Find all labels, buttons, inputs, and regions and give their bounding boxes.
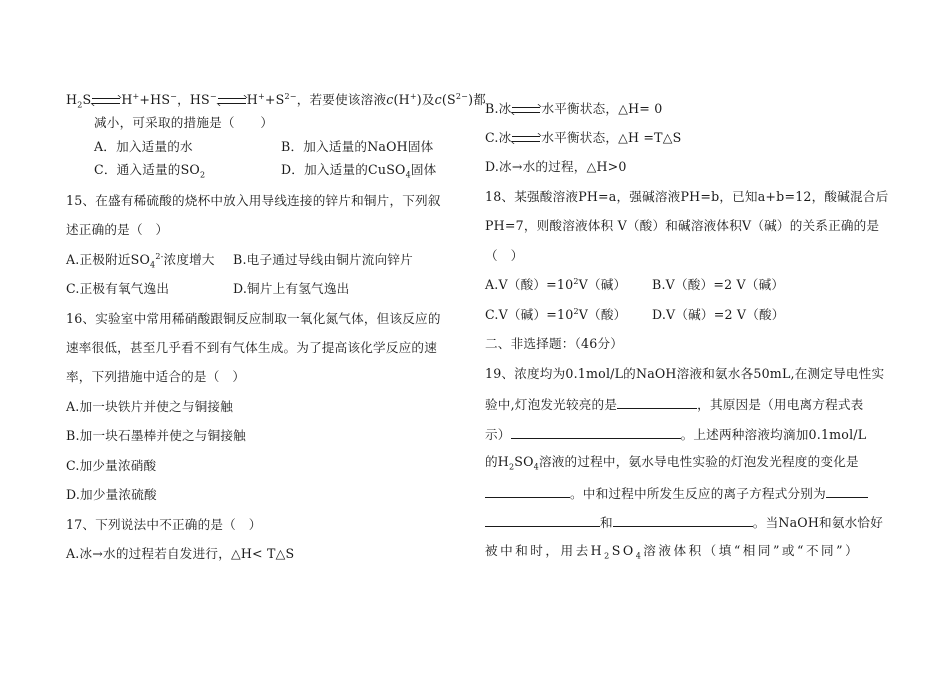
q19-line6 (485, 513, 883, 531)
equilibrium-arrow-icon (512, 104, 540, 116)
text: 。中和过程中所发生反应的离子方程式分别为 (570, 486, 826, 501)
text: C.冰 (485, 130, 512, 145)
text: C.V（碱）=10 (485, 307, 574, 322)
q15-option-b: B.电子通过导线由铜片流向锌片 (233, 252, 413, 267)
equilibrium-arrow-icon (512, 133, 540, 145)
answer-blank[interactable] (511, 425, 681, 439)
text: c (386, 92, 394, 107)
text: (S (441, 92, 456, 107)
text: 溶液体积（填“相同”或“不同”） (643, 543, 861, 558)
superscript: − (170, 91, 178, 101)
q14-equation-line (66, 92, 486, 108)
q18-line2: PH=7，则酸溶液体积 V（酸）和碱溶液体积V（碱）的关系正确的是 (485, 218, 880, 233)
q18-option-d: D.V（碱）=2 V（酸） (652, 307, 785, 322)
text: ，若要使该溶液 (296, 92, 387, 107)
q14-line2: 减小，可采取的措施是（ ） (94, 115, 274, 130)
q17-line1: 17、下列说法中不正确的是（ ） (66, 517, 262, 532)
q18-option-a (485, 277, 626, 293)
text: SO (611, 543, 636, 558)
text: 。当NaOH和氨水恰好 (752, 515, 883, 530)
q19-line5 (485, 484, 868, 502)
subscript: 2 (604, 551, 612, 561)
superscript: 2- (155, 251, 164, 261)
q14-option-d (281, 162, 436, 178)
q15-option-c: C.正极有氧气逸出 (66, 281, 170, 296)
superscript: + (409, 91, 417, 101)
text: H (246, 92, 258, 107)
section-heading: 二、非选择题：（46分） (485, 336, 624, 351)
subscript: 4 (150, 260, 156, 270)
q18-line3: （ ） (485, 248, 524, 263)
q19-line1: 19、浓度均为0.1mol/L的NaOH溶液和氨水各50mL,在测定导电性实 (485, 366, 885, 381)
q14-option-a: A．加入适量的水 (94, 139, 193, 154)
subscript: 4 (533, 462, 539, 472)
answer-blank[interactable] (826, 484, 868, 498)
q17-option-b (485, 101, 662, 117)
superscript: + (132, 91, 140, 101)
q16-option-c: C.加少量浓硝酸 (66, 458, 157, 473)
superscript: 2− (284, 91, 297, 101)
superscript: 2− (455, 91, 469, 101)
text: 固体 (410, 162, 437, 177)
q15-line2: 述正确的是（ ） (66, 222, 169, 237)
text: D．加入适量的CuSO (281, 162, 406, 177)
text: V（碱） (578, 277, 627, 292)
text: 溶液的过程中，氨水导电性实验的灯泡发光程度的变化是 (538, 454, 859, 469)
subscript: 2 (199, 170, 206, 180)
text: 水平衡状态，△H =T△S (541, 130, 682, 145)
subscript: 2 (77, 100, 83, 110)
text: 的H (485, 454, 509, 469)
text: ，其原因是（用电离方程式表 (697, 397, 864, 412)
subscript: 4 (405, 170, 411, 180)
q16-line1: 16、实验室中常用稀硝酸跟铜反应制取一氧化氮气体，但该反应的 (66, 311, 441, 326)
text: A.正极附近SO (66, 252, 151, 267)
text: ，HS (177, 92, 210, 107)
q19-line2 (485, 395, 863, 413)
q18-line1: 18、某强酸溶液PH=a，强碱溶液PH=b，已知a+b=12，酸碱混合后 (485, 189, 889, 204)
text: SO (514, 454, 534, 469)
q16-line3: 率，下列措施中适合的是（ ） (66, 369, 246, 384)
q15-option-a (66, 252, 215, 268)
q15-line1: 15、在盛有稀硫酸的烧杯中放入用导线连接的锌片和铜片，下列叙 (66, 193, 441, 208)
q16-option-d: D.加少量浓硫酸 (66, 487, 157, 502)
q19-line7 (485, 543, 860, 559)
q16-option-b: B.加一块石墨棒并使之与铜接触 (66, 428, 246, 443)
text: A.V（酸）=10 (485, 277, 574, 292)
text: 浓度增大 (163, 252, 215, 267)
q16-line2: 速率很低，甚至几乎看不到有气体生成。为了提高该化学反应的速 (66, 340, 438, 355)
text: H (121, 92, 133, 107)
text: 水平衡状态，△H= 0 (541, 101, 663, 116)
q19-line4 (485, 454, 859, 470)
text: C．通入适量的SO (94, 162, 200, 177)
answer-blank[interactable] (485, 513, 600, 527)
q16-option-a: A.加一块铁片并使之与铜接触 (66, 399, 234, 414)
q17-option-c (485, 130, 682, 146)
answer-blank[interactable] (613, 513, 753, 527)
subscript: 4 (635, 551, 644, 561)
q14-option-c (94, 162, 205, 178)
answer-blank[interactable] (617, 395, 697, 409)
q18-option-c (485, 307, 626, 323)
answer-blank[interactable] (485, 484, 570, 498)
q15-option-d: D.铜片上有氢气逸出 (233, 281, 350, 296)
superscript: 2 (573, 306, 579, 316)
text: c (434, 92, 442, 107)
superscript: 2 (573, 276, 579, 286)
text: S (82, 92, 92, 107)
text: B.冰 (485, 101, 512, 116)
subscript: 2 (508, 462, 515, 472)
text: )都 (468, 92, 486, 107)
text: H (66, 92, 78, 107)
text: +S (264, 92, 285, 107)
text: 验中,灯泡发光较亮的是 (485, 397, 618, 412)
text: 被中和时，用去H (485, 543, 605, 558)
text: 和 (600, 515, 613, 530)
q14-option-b: B．加入适量的NaOH固体 (281, 139, 434, 154)
q19-line3 (485, 425, 866, 443)
text: +HS (139, 92, 171, 107)
equilibrium-arrow-icon (218, 95, 246, 107)
text: )及 (416, 92, 435, 107)
text: 示） (485, 427, 511, 442)
q17-option-a: A.冰→水的过程若自发进行，△H< T△S (66, 546, 295, 561)
text: 。上述两种溶液均滴加0.1mol/L (680, 427, 867, 442)
q18-option-b: B.V（酸）=2 V（碱） (652, 277, 785, 292)
text: V（酸） (578, 307, 627, 322)
superscript: + (257, 91, 265, 101)
text: (H (393, 92, 410, 107)
q17-option-d: D.冰→水的过程，△H>0 (485, 159, 627, 174)
equilibrium-arrow-icon (92, 95, 120, 107)
superscript: − (209, 91, 217, 101)
